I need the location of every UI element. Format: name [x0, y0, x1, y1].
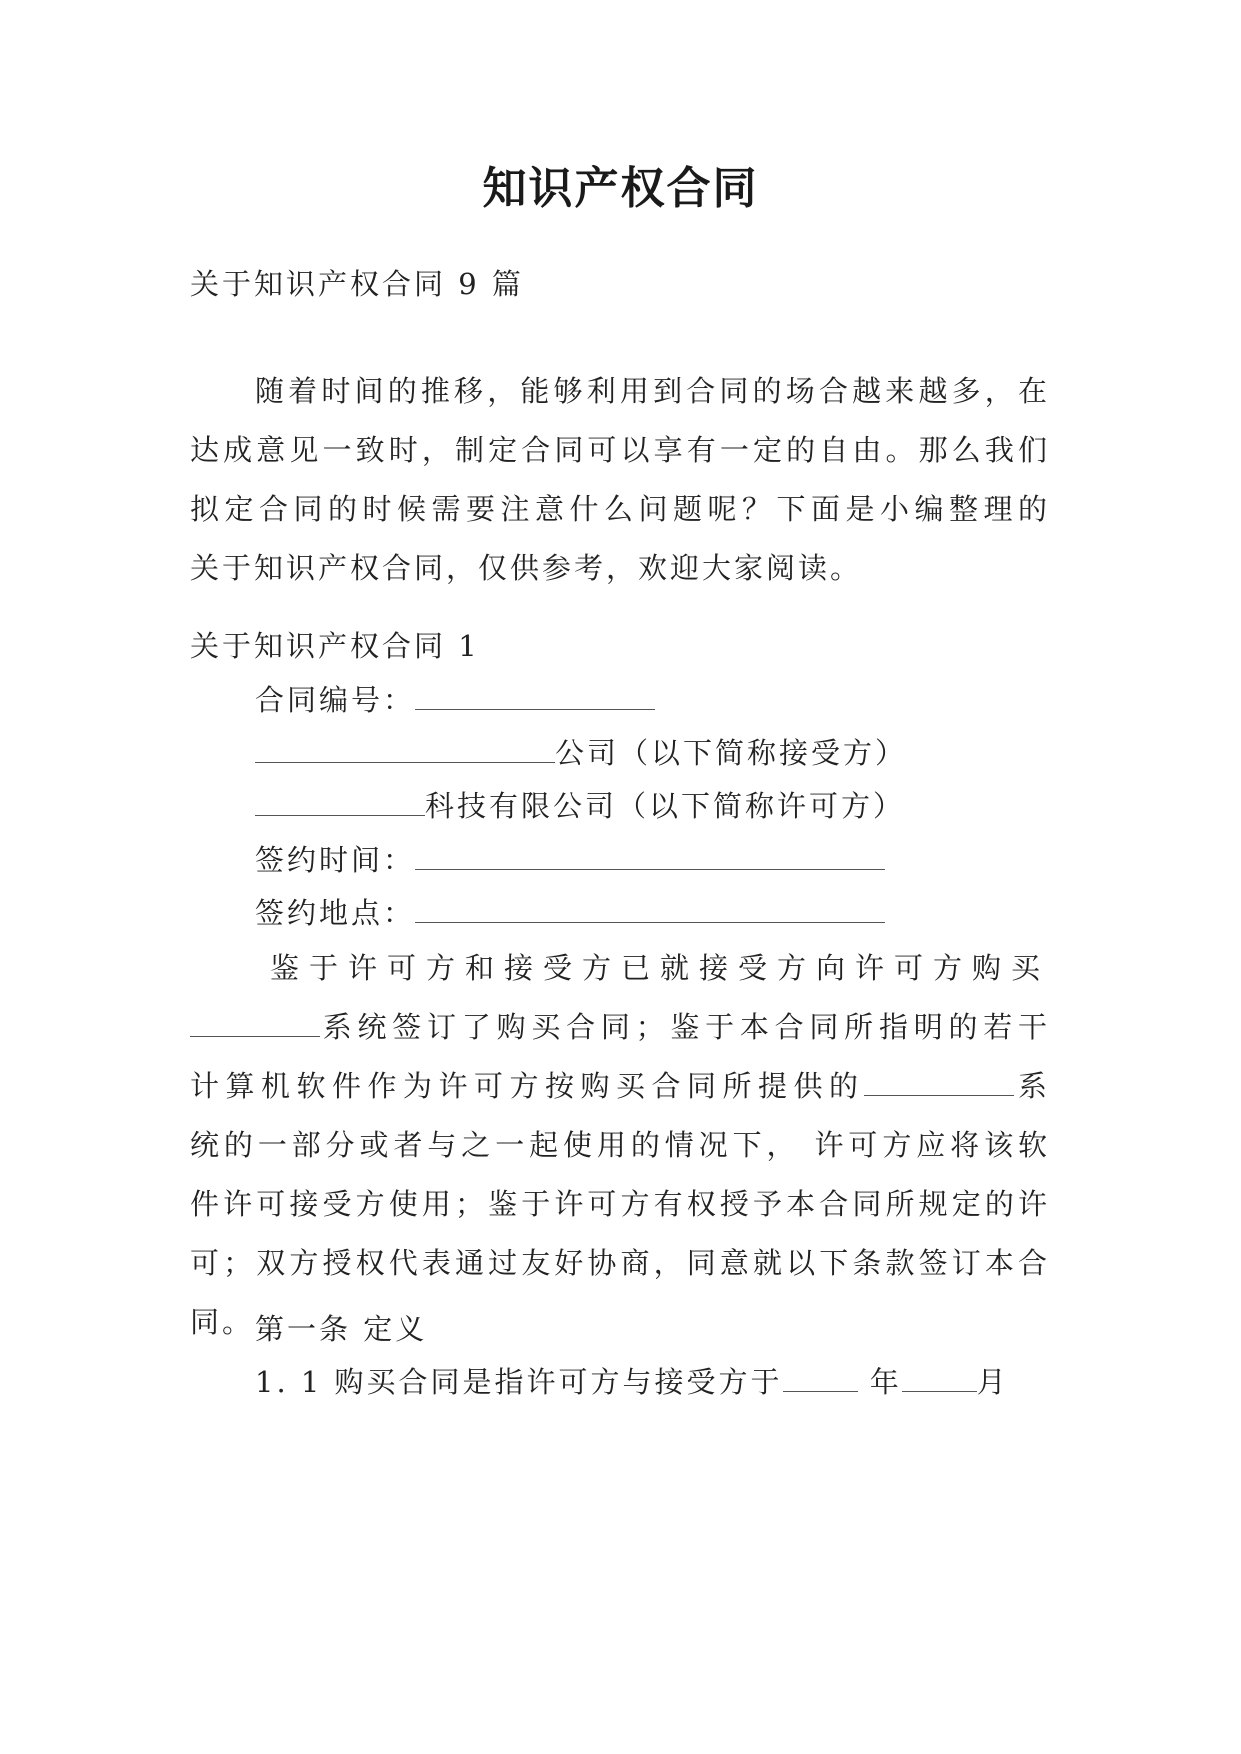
sign-place-blank: [415, 896, 885, 923]
section-heading: 关于知识产权合同 1: [190, 629, 480, 663]
document-title: 知识产权合同: [482, 163, 759, 214]
recital-line: 同。: [190, 1305, 255, 1339]
year-label: 年: [869, 1365, 902, 1399]
recital-line: 件许可接受方使用；鉴于许可方有权授予本合同所规定的许: [190, 1187, 1050, 1221]
clause-1-1-text: 1. 1 购买合同是指许可方与接受方于: [255, 1365, 783, 1399]
month-label: 月: [976, 1365, 1009, 1399]
system-blank: [864, 1069, 1014, 1096]
recital-paragraph: [190, 939, 1050, 1352]
contract-number-row: [255, 680, 655, 720]
party-licensor-text: 科技有限公司（以下简称许可方）: [425, 789, 906, 823]
recital-line: 计算机软件作为许可方按购买合同所提供的 系: [190, 1069, 1050, 1103]
sign-place-label: 签约地点：: [255, 896, 416, 930]
article-1-heading: 第一条 定义: [255, 1312, 428, 1346]
intro-line: 随着时间的推移，能够利用到合同的场合越来越多，在: [255, 374, 1050, 408]
intro-line: 关于知识产权合同，仅供参考，欢迎大家阅读。: [190, 551, 863, 585]
system-name-blank: [190, 1010, 320, 1037]
party-receiver-row: [255, 733, 907, 773]
intro-line: 达成意见一致时，制定合同可以享有一定的自由。那么我们: [190, 433, 1050, 467]
clause-1-1: [255, 1362, 1009, 1402]
party-licensor-row: [255, 786, 905, 826]
sign-time-row: [255, 840, 885, 880]
sign-time-blank: [415, 843, 885, 870]
recital-line: 鉴于许可方和接受方已就接受方向许可方购买: [270, 951, 1051, 985]
sign-place-row: [255, 893, 885, 933]
party-receiver-text: 公司（以下简称接受方）: [555, 736, 908, 770]
intro-paragraph: [190, 362, 1050, 598]
contract-number-label: 合同编号：: [255, 683, 416, 717]
sign-time-label: 签约时间：: [255, 843, 416, 877]
recital-line: 统的一部分或者与之一起使用的情况下， 许可方应将该软: [190, 1128, 1050, 1162]
contract-number-blank: [415, 683, 655, 710]
year-blank: [783, 1365, 858, 1392]
month-blank: [902, 1365, 977, 1392]
party-licensor-blank: [255, 789, 425, 816]
recital-line: 可；双方授权代表通过友好协商，同意就以下条款签订本合: [190, 1246, 1050, 1280]
recital-line: 系统签订了购买合同；鉴于本合同所指明的若干: [190, 998, 1050, 1057]
party-receiver-blank: [255, 736, 555, 763]
intro-line: 拟定合同的时候需要注意什么问题呢？下面是小编整理的: [190, 492, 1050, 526]
document-subtitle: 关于知识产权合同 9 篇: [190, 267, 524, 301]
